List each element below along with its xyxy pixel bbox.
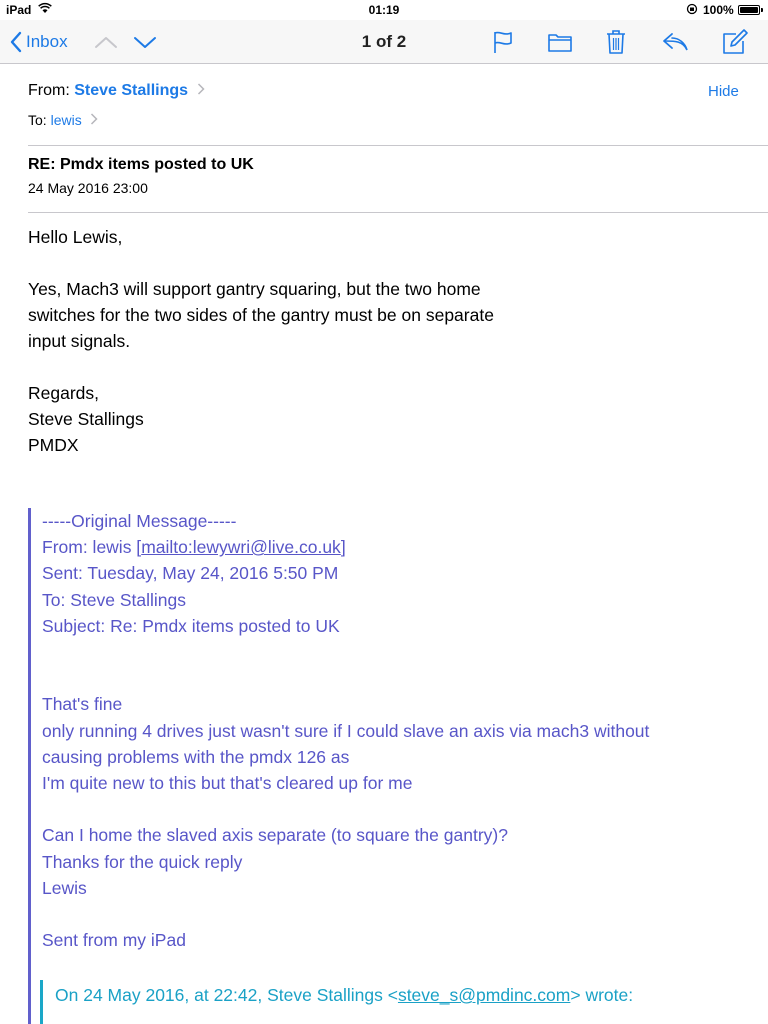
signature-company: PMDX bbox=[28, 435, 79, 455]
folder-icon bbox=[547, 31, 573, 53]
from-row bbox=[28, 82, 205, 100]
reply-icon bbox=[661, 31, 689, 53]
battery-percent: 100% bbox=[703, 3, 734, 17]
greeting: Hello Lewis, bbox=[28, 227, 123, 247]
to-label: To: bbox=[28, 112, 47, 128]
status-bar bbox=[0, 0, 768, 20]
nested-quote-suffix: > wrote: bbox=[570, 985, 634, 1005]
message-body bbox=[28, 224, 748, 458]
quoted-body-line: Can I home the slaved axis separate (to square the gantry)? bbox=[42, 825, 508, 846]
header-divider bbox=[28, 145, 768, 146]
message-date: 24 May 2016 23:00 bbox=[28, 180, 148, 196]
from-label: From: bbox=[28, 82, 70, 99]
device-name: iPad bbox=[6, 3, 32, 17]
reply-button[interactable] bbox=[661, 20, 689, 64]
trash-icon bbox=[605, 29, 627, 55]
back-label: Inbox bbox=[26, 32, 68, 51]
flag-icon bbox=[492, 30, 514, 54]
to-row bbox=[28, 112, 98, 128]
nested-quote-prefix: On 24 May 2016, at 22:42, Steve Stallings < bbox=[55, 985, 398, 1005]
nested-quote bbox=[40, 980, 768, 1024]
sender-name[interactable]: Steve Stallings bbox=[74, 82, 189, 99]
quoted-body-line: Lewis bbox=[42, 877, 87, 898]
quoted-body-line: That's fine bbox=[42, 694, 123, 715]
quoted-from-line: From: lewis [mailto:lewywri@live.co.uk] bbox=[42, 537, 346, 558]
quoted-to-line: To: Steve Stallings bbox=[42, 589, 186, 610]
hide-details-link[interactable]: Hide bbox=[708, 83, 739, 100]
mailto-link[interactable]: mailto:lewywri@live.co.uk bbox=[141, 537, 341, 558]
quoted-message bbox=[28, 508, 768, 1024]
chevron-right-icon bbox=[192, 82, 204, 99]
quoted-sent-line: Sent: Tuesday, May 24, 2016 5:50 PM bbox=[42, 563, 339, 584]
message-counter: 1 of 2 bbox=[361, 32, 407, 51]
flag-button[interactable] bbox=[492, 20, 514, 64]
compose-button[interactable] bbox=[721, 20, 749, 64]
signature-name: Steve Stallings bbox=[28, 409, 144, 429]
original-message-header: -----Original Message----- bbox=[42, 511, 237, 531]
message-subject: RE: Pmdx items posted to UK bbox=[28, 156, 254, 173]
rotation-lock-icon bbox=[686, 3, 698, 18]
battery-icon bbox=[738, 5, 760, 15]
quoted-body-line: Thanks for the quick reply bbox=[42, 851, 243, 872]
mail-toolbar bbox=[0, 20, 768, 64]
move-to-folder-button[interactable] bbox=[547, 20, 573, 64]
trash-button[interactable] bbox=[605, 20, 627, 64]
quoted-subject-line: Subject: Re: Pmdx items posted to UK bbox=[42, 615, 340, 636]
body-paragraph: Yes, Mach3 will support gantry squaring, but the two home switches for the two sides of the gantry must be on separate input signals. bbox=[28, 279, 494, 351]
sign-off: Regards, bbox=[28, 383, 100, 403]
quoted-body-line: causing problems with the pmdx 126 as bbox=[42, 746, 350, 767]
email-link[interactable]: steve_s@pmdinc.com bbox=[397, 985, 571, 1005]
clock: 01:19 bbox=[368, 3, 400, 17]
compose-icon bbox=[721, 29, 749, 55]
quoted-body-line: I'm quite new to this but that's cleared up for me bbox=[42, 773, 413, 794]
quoted-body-line: only running 4 drives just wasn't sure if I could slave an axis via mach3 without bbox=[42, 720, 650, 741]
subject-divider bbox=[28, 212, 768, 213]
recipient-name[interactable]: lewis bbox=[50, 112, 82, 128]
chevron-right-icon bbox=[86, 112, 98, 128]
quoted-signature: Sent from my iPad bbox=[42, 930, 186, 951]
